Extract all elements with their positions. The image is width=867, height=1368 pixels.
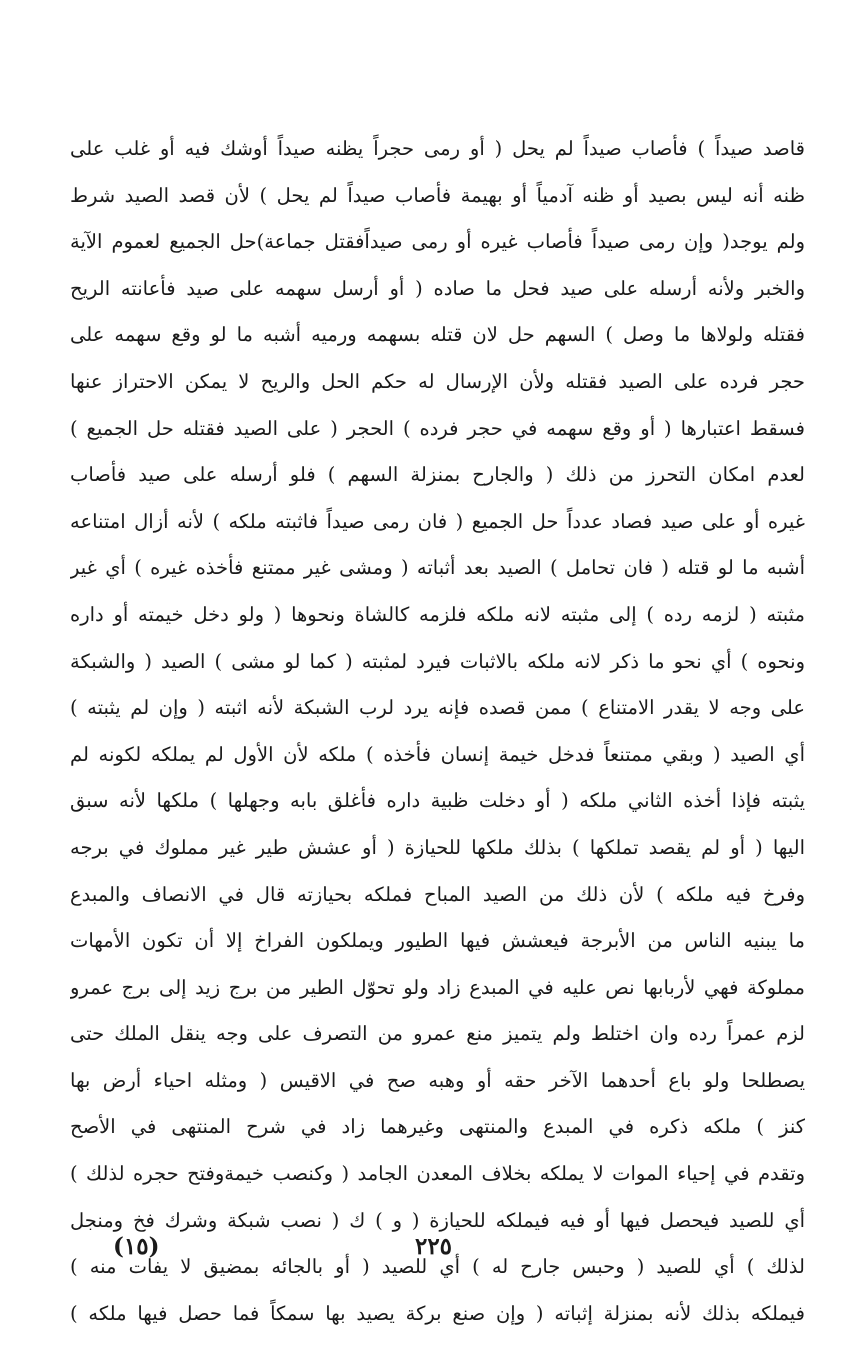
text-line: أي الصيد ( وبقي ممتنعاً فدخل خيمة إنسان فأخذه ) ملكه لأن الأول لم يملكه لكونه لم [70, 742, 805, 766]
text-line: مثبته ( لزمه رده ) إلى مثبته لانه ملكه فلزمه كالشاة ونحوها ( ولو دخل خيمته أو داره [70, 602, 805, 626]
text-line: اليها ( أو لم يقصد تملكها ) بذلك ملكها للحيازة ( أو عشش طير غير مملوك في برجه [70, 835, 805, 859]
text-line: غيره أو على صيد فصاد عدداً حل الجميع ( فان رمى صيداً فاثبته ملكه ) لأنه أزال امتناعه [70, 509, 805, 533]
body-text [70, 126, 805, 1337]
text-line: مملوكة فهي لأربابها نص عليه في المبدع زاد ولو تحوّل الطير من برج زيد إلى برج عمرو [70, 975, 805, 999]
text-line: وفرخ فيه ملكه ) لأن ذلك من الصيد المباح فملكه بحيازته قال في الانصاف والمبدع [70, 882, 805, 906]
text-line: والخبر ولأنه أرسله على صيد فحل ما صاده ( أو أرسل سهمه على صيد فأعانته الريح [70, 276, 805, 300]
text-line: أي للصيد فيحصل فيها أو فيه فيملكه للحيازة ( و ) ك ( نصب شبكة وشرك فخ ومنجل [70, 1208, 805, 1232]
page-number: ٢٢٥ [414, 1233, 453, 1260]
text-line: ظنه أنه ليس بصيد أو ظنه آدمياً أو بهيمة فأصاب صيداً لم يحل ) لأن قصد الصيد شرط [70, 183, 805, 207]
text-line: فيملكه بذلك لأنه بمنزلة إثباته ( وإن صنع بركة يصيد بها سمكاً فما حصل فيها ملكه ) [70, 1301, 805, 1325]
text-line: لذلك ) أي للصيد ( وحبس جارح له ) أي للصيد ( أو بالجائه بمضيق لا يفات منه ) [70, 1255, 805, 1279]
text-line: يثبته فإذا أخذه الثاني ملكه ( أو دخلت ظبية داره فأغلق بابه وجهلها ) ملكها لأنه سبق [70, 789, 805, 813]
text-line: قاصد صيداً ) فأصاب صيداً لم يحل ( أو رمى حجراً يظنه صيداً أوشك فيه أو غلب على [70, 137, 805, 160]
text-line: لعدم امكان التحرز من ذلك ( والجارح بمنزلة السهم ) فلو أرسله على صيد فأصاب [70, 463, 805, 487]
text-line: فقتله ولولاها ما وصل ) السهم حل لان قتله بسهمه ورميه أشبه ما لو وقع سهمه على [70, 323, 805, 347]
text-line: ونحوه ) أي نحو ما ذكر لانه ملكه بالاثبات فيرد لمثبته ( كما لو مشى ) الصيد ( والشبكة [70, 649, 805, 673]
signature-mark: (١٥) [113, 1233, 160, 1260]
text-line: كنز ) ملكه ذكره في المبدع والمنتهى وغيرهما زاد في شرح المنتهى في الأصح [70, 1115, 805, 1139]
text-line: يصطلحا ولو باع أحدهما الآخر حقه أو وهبه صح في الاقيس ( ومثله احياء أرض بها [70, 1068, 805, 1092]
text-line: حجر فرده على الصيد فقتله ولأن الإرسال له حكم الحل والريح لا يمكن الاحتراز عنها [70, 369, 805, 393]
page-footer [0, 1233, 867, 1273]
text-line: لزم عمراً رده وان اختلط ولم يتميز منع عمرو من التصرف على وجه ينقل الملك حتى [70, 1022, 805, 1046]
text-line: أشبه ما لو قتله ( فان تحامل ) الصيد بعد أثباته ( ومشى غير ممتنع فأخذه غيره ) أي غير [70, 556, 805, 580]
text-line: ولم يوجد( وإن رمى صيداً فأصاب غيره أو رمى صيداًفقتل جماعة)حل الجميع لعموم الآية [70, 230, 805, 254]
text-line: على وجه لا يقدر الامتناع ) ممن قصده فإنه يرد لرب الشبكة لأنه اثبته ( وإن لم يثبته ) [70, 696, 805, 720]
text-line: وتقدم في إحياء الموات لا يملكه بخلاف المعدن الجامد ( وكنصب خيمةوفتح حجره لذلك ) [70, 1162, 805, 1186]
text-line: فسقط اعتبارها ( أو وقع سهمه في حجر فرده ) الحجر ( على الصيد فقتله حل الجميع ) [70, 416, 805, 440]
text-line: ما يبنيه الناس من الأبرجة فيعشش فيها الطيور ويملكون الفراخ إلا أن تكون الأمهات [70, 929, 805, 953]
